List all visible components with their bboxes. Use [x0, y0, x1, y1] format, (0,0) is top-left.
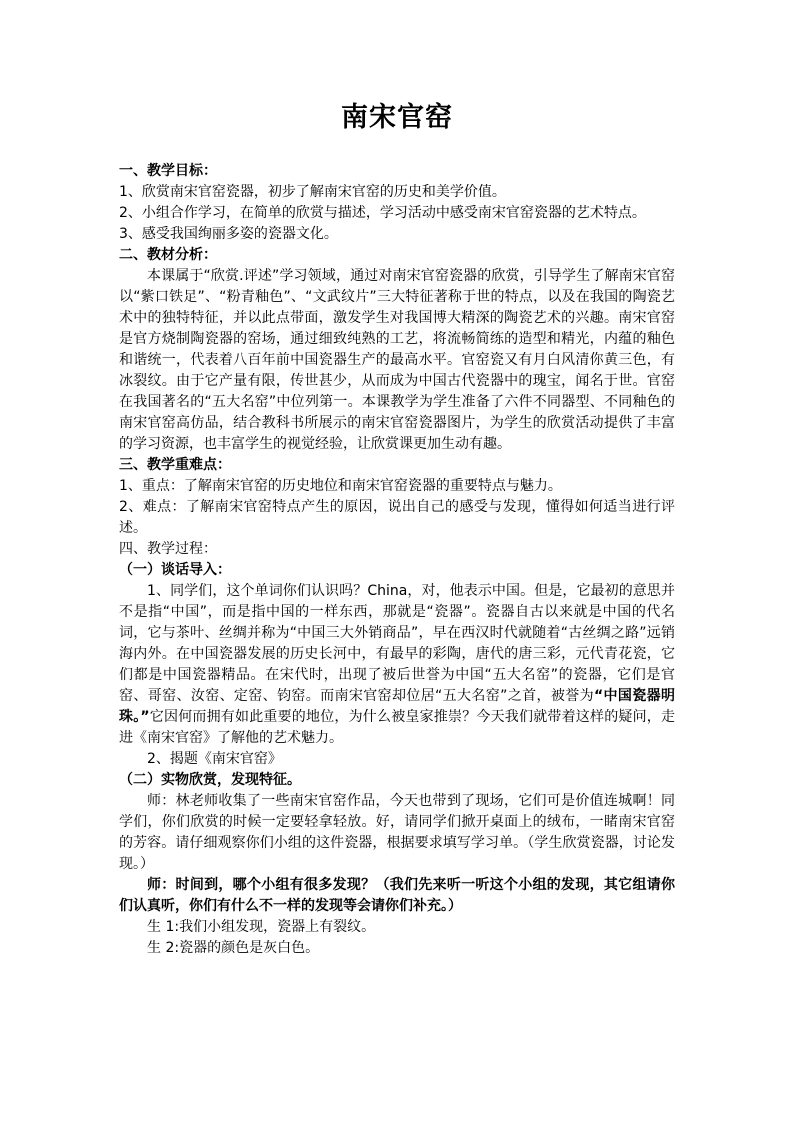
section-heading-process: 四、教学过程：	[119, 541, 217, 557]
paragraph-text: 1、同学们，这个单词你们认识吗？China，对，他表示中国。但是，它最初的意思并不是指“中国”，而是指中国的一样东西，那就是“瓷器”。瓷器自古以来就是中国的代名词，它与茶叶、丝绸并称为“中国三大外销商品”，早在西汉时代就随着“古丝绸之路”远销海内外。在中国瓷器发展的历史长河中，有最早的彩陶，唐代的唐三彩，元代青花瓷，它们都是中国瓷器精品。在宋代时，出现了被后世誉为中国“五大名窑”的瓷器，它们是官窑、哥窑、汝窑、定窑、钧窑。而南宋官窑却位居“五大名窑”之首，被誉为	[119, 583, 675, 704]
section-heading-objectives: 一、教学目标：	[119, 163, 217, 179]
paragraph-text: 它因何而拥有如此重要的地位，为什么被皇家推崇？今天我们就带着这样的疑问，走进《南宋官窑》了解他的艺术魅力。	[119, 709, 676, 746]
section-heading-keypoints: 三、教学重难点：	[119, 457, 231, 473]
subsection-heading-intro: （一）谈话导入：	[119, 562, 231, 578]
paragraph: 师：林老师收集了一些南宋官窑作品，今天也带到了现场，它们可是价值连城啊！同学们，你们欣赏的时候一定要轻拿轻放。好，请同学们掀开桌面上的绒布，一睹南宋官窑的芳容。请仔细观察你们小组的这件瓷器，根据要求填写学习单。（学生欣赏瓷器，讨论发现。）	[119, 793, 675, 872]
section-heading-analysis: 二、教材分析：	[119, 247, 217, 263]
document-body	[119, 161, 675, 959]
paragraph	[119, 581, 675, 749]
paragraph-bold: 师：时间到，哪个小组有很多发现？（我们先来听一听这个小组的发现，其它组请你们认真听，你们有什么不一样的发现等会请你们补充。）	[119, 877, 675, 914]
paragraph: 2、难点：了解南宋官窑特点产生的原因，说出自己的感受与发现，懂得如何适当进行评述。	[119, 499, 675, 536]
paragraph: 2、揭题《南宋官窑》	[147, 751, 282, 767]
paragraph: 2、小组合作学习，在简单的欣赏与描述，学习活动中感受南宋官窑瓷器的艺术特点。	[119, 205, 646, 221]
paragraph: 1、欣赏南宋官窑瓷器，初步了解南宋官窑的历史和美学价值。	[119, 184, 506, 200]
page-title: 南宋官窑	[341, 102, 453, 133]
paragraph: 生 2:瓷器的颜色是灰白色。	[147, 940, 320, 956]
paragraph: 本课属于“欣赏.评述”学习领域，通过对南宋官窑瓷器的欣赏，引导学生了解南宋官窑以“紫口铁足”、“粉青釉色”、“文武纹片”三大特征著称于世的特点，以及在我国的陶瓷艺术中的独特特征，并以此点带面，激发学生对我国博大精深的陶瓷艺术的兴趣。南宋官窑是官方烧制陶瓷器的窑场，通过细致纯熟的工艺，将流畅简练的造型和精光，内蕴的釉色和谐统一，代表着八百年前中国瓷器生产的最高水平。官窑瓷又有月白风清你黄三色，有冰裂纹。由于它产量有限，传世甚少，从而成为中国古代瓷器中的瑰宝，闻名于世。官窑在我国著名的“五大名窑”中位列第一。本课教学为学生准备了六件不同器型、不同釉色的南宋官窑高仿品，结合教科书所展示的南宋官窑瓷器图片，为学生的欣赏活动提供了丰富的学习资源，也丰富学生的视觉经验，让欣赏课更加生动有趣。	[119, 268, 675, 452]
paragraph: 1、重点：了解南宋官窑的历史地位和南宋官窑瓷器的重要特点与魅力。	[119, 478, 562, 494]
paragraph: 生 1:我们小组发现，瓷器上有裂纹。	[147, 919, 376, 935]
document-page	[119, 0, 675, 1123]
subsection-heading-appreciation: （二）实物欣赏，发现特征。	[119, 772, 301, 788]
paragraph: 3、感受我国绚丽多姿的瓷器文化。	[119, 226, 338, 242]
emphasis-text: “中国瓷器明珠。”	[119, 688, 676, 725]
